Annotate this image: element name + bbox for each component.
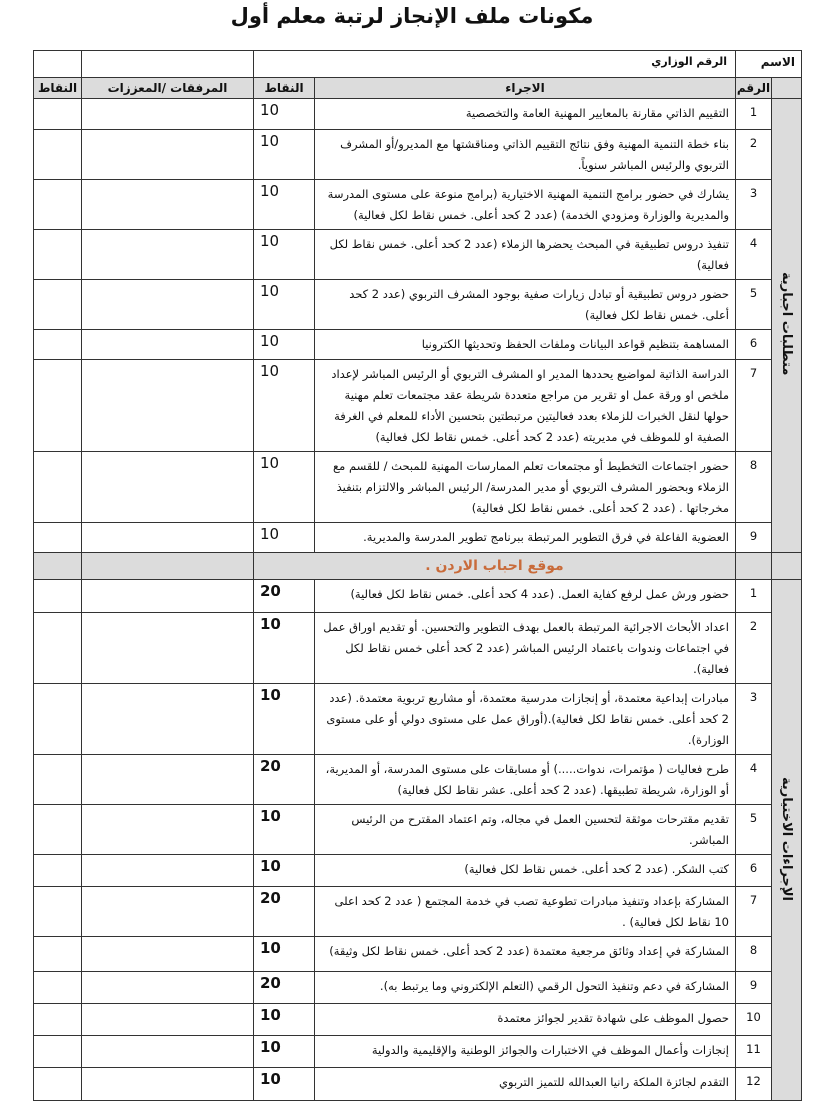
points2-cell [34, 805, 82, 855]
attachments-cell [82, 937, 254, 972]
table-row [34, 130, 802, 180]
points2-cell [34, 1004, 82, 1036]
points2-cell [34, 684, 82, 755]
attachments-cell [82, 684, 254, 755]
points-cell: 10 [254, 1068, 315, 1101]
ministry-number-label: الرقم الوزاري [254, 51, 736, 78]
attachments-cell [82, 360, 254, 452]
row-number: 2 [736, 613, 772, 684]
points2-cell [34, 230, 82, 280]
points-cell: 20 [254, 972, 315, 1004]
procedure-cell: العضوية الفاعلة في فرق التطوير المرتبطة ببرنامج تطوير المدرسة والمديرية. [315, 523, 736, 553]
points-cell: 10 [254, 523, 315, 553]
section-label-text: الإجراءات الاختيارية [779, 776, 794, 901]
points2-cell [34, 130, 82, 180]
row-number: 3 [736, 180, 772, 230]
points-cell: 10 [254, 360, 315, 452]
optional-section-label [772, 580, 802, 1101]
procedure-cell: الدراسة الذاتية لمواضيع يحددها المدير او المشرف التربوي أو الرئيس المباشر لإعداد ملخص او ورقة عمل او تقرير من مراجع متعددة شريطة عقد مجتمعات تعلم مهنية حولها لنقل الخبرات للزملاء بعدد فعاليتين مرتبطتين بتحسين الأداء للمعلم في الغرفة الصفية او للموظف في مديريته (عدد 2 كحد أعلى. خمس نقاط لكل فعالية) [315, 360, 736, 452]
points-cell: 10 [254, 1004, 315, 1036]
points-cell: 10 [254, 230, 315, 280]
procedure-cell: التقييم الذاتي مقارنة بالمعايير المهنية العامة والتخصصية [315, 99, 736, 130]
points2-cell [34, 180, 82, 230]
attachments-cell [82, 330, 254, 360]
attachments-cell [82, 855, 254, 887]
points-cell: 10 [254, 613, 315, 684]
points-cell: 10 [254, 684, 315, 755]
col-points2-header: النقاط [34, 78, 82, 99]
procedure-cell: حضور اجتماعات التخطيط أو مجتمعات تعلم الممارسات المهنية للمبحث / للقسم مع الزملاء وبحضور المشرف التربوي أو مدير المدرسة/ الرئيس المباشر والالتزام بتنفيذ مخرجاتها . (عدد 2 كحد أعلى. خمس نقاط لكل فعالية) [315, 452, 736, 523]
attachments-cell [82, 613, 254, 684]
procedure-cell: إنجازات وأعمال الموظف في الاختبارات والجوائز الوطنية والإقليمية والدولية [315, 1036, 736, 1068]
points2-cell [34, 523, 82, 553]
watermark-text: موقع احباب الاردن . [254, 553, 736, 580]
procedure-cell: تنفيذ دروس تطبيقية في المبحث يحضرها الزملاء (عدد 2 كحد أعلى. خمس نقاط لكل فعالية) [315, 230, 736, 280]
optional-section [34, 580, 802, 1101]
procedure-cell: المشاركة في إعداد وثائق مرجعية معتمدة (عدد 2 كحد أعلى. خمس نقاط لكل وثيقة) [315, 937, 736, 972]
attachments-cell [82, 1004, 254, 1036]
attachments-cell [82, 972, 254, 1004]
attachments-cell [82, 755, 254, 805]
row-number: 4 [736, 230, 772, 280]
table-row [34, 580, 802, 613]
points-cell: 10 [254, 937, 315, 972]
table-row [34, 937, 802, 972]
points2-cell [34, 855, 82, 887]
col-number-header: الرقم [736, 78, 772, 99]
points-cell: 10 [254, 180, 315, 230]
attachments-cell [82, 130, 254, 180]
col-procedure-header: الاجراء [315, 78, 736, 99]
points2-cell [34, 280, 82, 330]
procedure-cell: حصول الموظف على شهادة تقدير لجوائز معتمدة [315, 1004, 736, 1036]
points2-cell [34, 452, 82, 523]
name-row [34, 51, 802, 78]
procedure-cell: المشاركة بإعداد وتنفيذ مبادرات تطوعية تصب في خدمة المجتمع ( عدد 2 كحد اعلى 10 نقاط لكل فعالية) . [315, 887, 736, 937]
attachments-cell [82, 805, 254, 855]
points2-cell [34, 1036, 82, 1068]
table-row [34, 805, 802, 855]
row-number: 5 [736, 280, 772, 330]
attachments-cell [82, 1068, 254, 1101]
points-cell: 10 [254, 452, 315, 523]
table-row [34, 887, 802, 937]
attachments-cell [82, 280, 254, 330]
row-number: 6 [736, 330, 772, 360]
page-title: مكونات ملف الإنجاز لرتبة معلم أول [230, 4, 594, 28]
col-attachments-header: المرفقات /المعززات [82, 78, 254, 99]
table-row [34, 1004, 802, 1036]
points2-cell [34, 613, 82, 684]
procedure-cell: طرح فعاليات ( مؤتمرات، ندوات.....) أو مسابقات على مستوى المدرسة، أو المديرية، أو الوزارة، شريطة تطبيقها. (عدد 2 كحد أعلى. عشر نقاط لكل فعالية) [315, 755, 736, 805]
points2-cell [34, 1068, 82, 1101]
attachments-cell [82, 452, 254, 523]
attachments-cell [82, 230, 254, 280]
row-number: 8 [736, 937, 772, 972]
table-row [34, 613, 802, 684]
points2-cell [34, 755, 82, 805]
table-row [34, 180, 802, 230]
table-row [34, 755, 802, 805]
row-number: 8 [736, 452, 772, 523]
row-number: 9 [736, 523, 772, 553]
procedure-cell: المساهمة بتنظيم قواعد البيانات وملفات الحفظ وتحديثها الكترونيا [315, 330, 736, 360]
attachments-cell [82, 1036, 254, 1068]
row-number: 6 [736, 855, 772, 887]
row-number: 3 [736, 684, 772, 755]
table-row [34, 1068, 802, 1101]
section-label-text: متطلبات اجبارية [779, 272, 794, 376]
row-number: 9 [736, 972, 772, 1004]
points2-cell [34, 330, 82, 360]
procedure-cell: المشاركة في دعم وتنفيذ التحول الرقمي (التعلم الإلكتروني وما يرتبط به). [315, 972, 736, 1004]
procedure-cell: تقديم مقترحات موثقة لتحسين العمل في مجاله، وتم اعتماد المقترح من الرئيس المباشر. [315, 805, 736, 855]
table-row [34, 1036, 802, 1068]
col-points-header: النقاط [254, 78, 315, 99]
points-cell: 10 [254, 99, 315, 130]
portfolio-table [33, 50, 802, 1101]
points2-cell [34, 972, 82, 1004]
mandatory-section-label [772, 99, 802, 553]
points-cell: 10 [254, 130, 315, 180]
table-row [34, 523, 802, 553]
points-cell: 10 [254, 330, 315, 360]
row-number: 10 [736, 1004, 772, 1036]
procedure-cell: التقدم لجائزة الملكة رانيا العبدالله للتميز التربوي [315, 1068, 736, 1101]
points2-cell [34, 99, 82, 130]
points-cell: 20 [254, 580, 315, 613]
points-cell: 10 [254, 855, 315, 887]
procedure-cell: بناء خطة التنمية المهنية وفق نتائج التقييم الذاتي ومناقشتها مع المديرو/أو المشرف التربوي والرئيس المباشر سنوياً. [315, 130, 736, 180]
row-number: 7 [736, 360, 772, 452]
row-number: 12 [736, 1068, 772, 1101]
row-number: 7 [736, 887, 772, 937]
points-cell: 20 [254, 755, 315, 805]
procedure-cell: حضور ورش عمل لرفع كفاية العمل. (عدد 4 كحد أعلى. خمس نقاط لكل فعالية) [315, 580, 736, 613]
row-number: 1 [736, 580, 772, 613]
header-row [34, 78, 802, 99]
points-cell: 20 [254, 887, 315, 937]
table-row [34, 230, 802, 280]
table-row [34, 330, 802, 360]
procedure-cell: كتب الشكر. (عدد 2 كحد أعلى. خمس نقاط لكل فعالية) [315, 855, 736, 887]
attachments-cell [82, 99, 254, 130]
table-row [34, 972, 802, 1004]
table-row [34, 280, 802, 330]
name-label: الاسم [736, 51, 802, 78]
points2-cell [34, 580, 82, 613]
row-number: 11 [736, 1036, 772, 1068]
attachments-cell [82, 523, 254, 553]
points-cell: 10 [254, 280, 315, 330]
points-cell: 10 [254, 805, 315, 855]
points2-cell [34, 887, 82, 937]
watermark-row [34, 553, 802, 580]
attachments-cell [82, 180, 254, 230]
attachments-cell [82, 580, 254, 613]
procedure-cell: مبادرات إبداعية معتمدة، أو إنجازات مدرسية معتمدة، أو مشاريع تربوية معتمدة. (عدد 2 كحد أعلى. خمس نقاط لكل فعالية).(أوراق عمل على مستوى دولي أو على مستوى الوزارة). [315, 684, 736, 755]
procedure-cell: يشارك في حضور برامج التنمية المهنية الاختيارية (برامج منوعة على مستوى المدرسة والمديرية والوزارة ومزودي الخدمة) (عدد 2 كحد أعلى. خمس نقاط لكل فعالية) [315, 180, 736, 230]
row-number: 2 [736, 130, 772, 180]
table-row [34, 452, 802, 523]
row-number: 1 [736, 99, 772, 130]
table-row [34, 684, 802, 755]
mandatory-section [34, 99, 802, 553]
row-number: 5 [736, 805, 772, 855]
procedure-cell: اعداد الأبحاث الاجرائية المرتبطة بالعمل بهدف التطوير والتحسين. أو تقديم اوراق عمل في اجتماعات وندوات باعتماد الرئيس المباشر (عدد 2 كحد أعلى خمس نقاط لكل فعالية). [315, 613, 736, 684]
table-row [34, 855, 802, 887]
points-cell: 10 [254, 1036, 315, 1068]
attachments-cell [82, 887, 254, 937]
procedure-cell: حضور دروس تطبيقية أو تبادل زيارات صفية بوجود المشرف التربوي (عدد 2 كحد أعلى. خمس نقاط لكل فعالية) [315, 280, 736, 330]
points2-cell [34, 360, 82, 452]
table-row [34, 99, 802, 130]
table-row [34, 360, 802, 452]
points2-cell [34, 937, 82, 972]
row-number: 4 [736, 755, 772, 805]
